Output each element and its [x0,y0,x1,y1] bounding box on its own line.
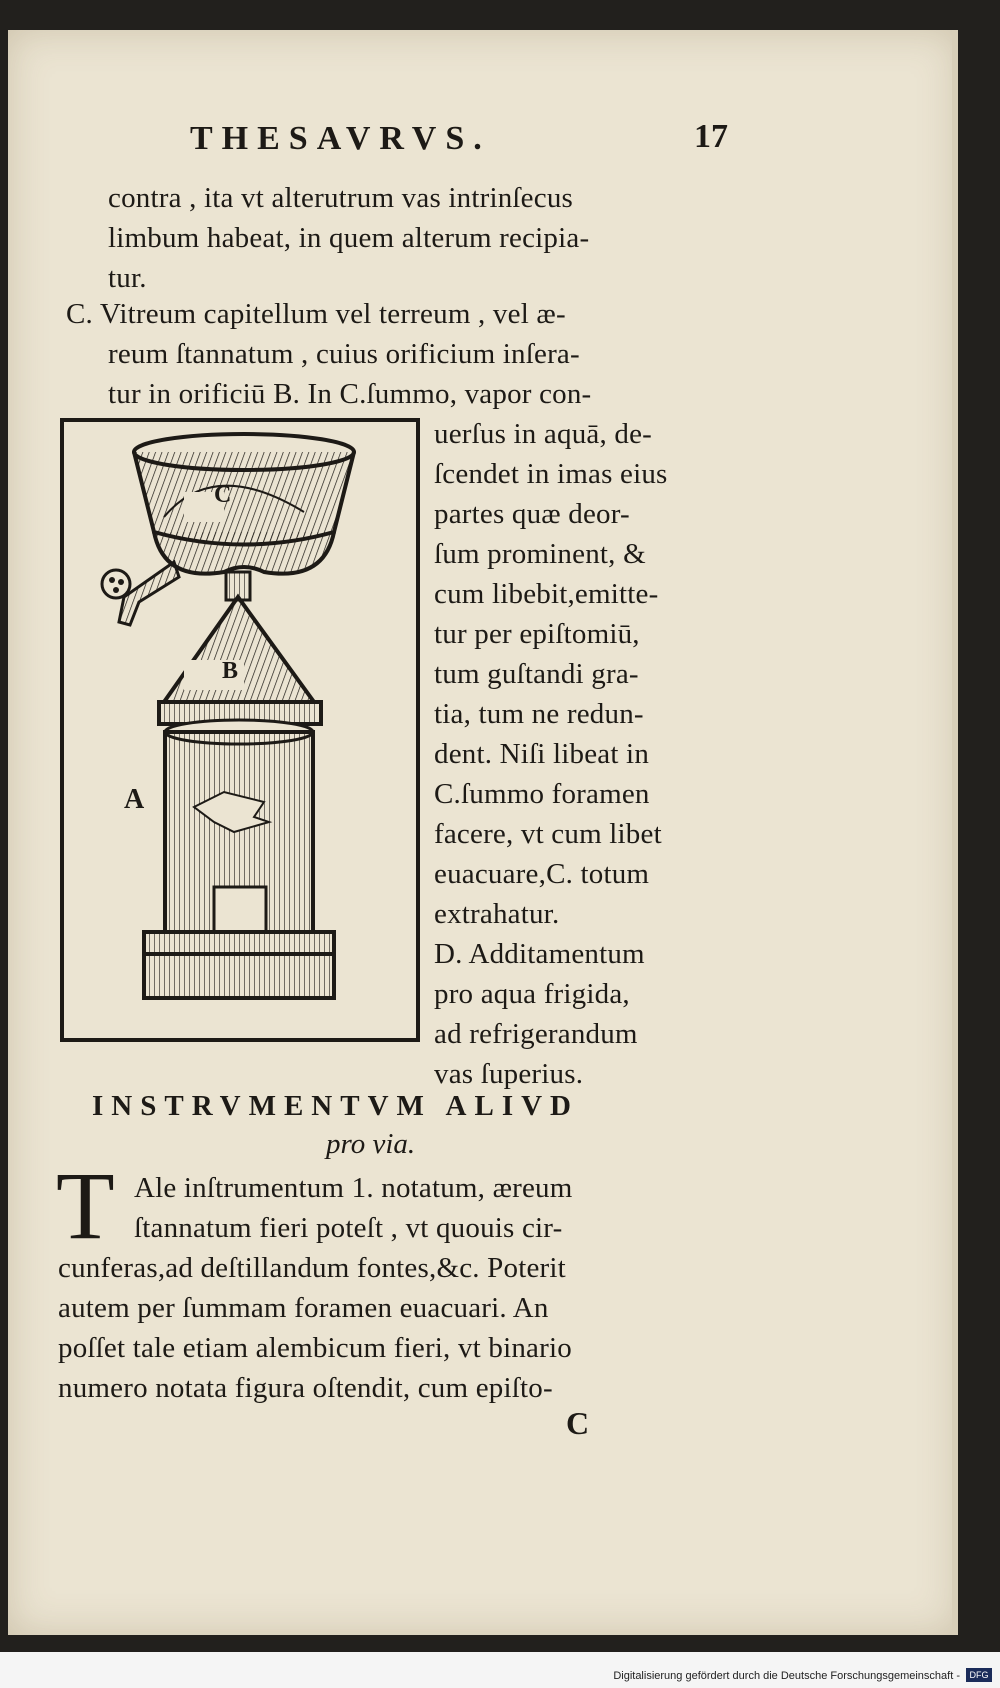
text-line: partes quæ deor- [434,498,630,530]
alembic-illustration [64,422,416,1038]
section-heading: INSTRVMENTVM ALIVD [92,1090,579,1122]
text-line: dent. Niſi libeat in [434,738,650,770]
section-subheading: pro via. [326,1128,416,1160]
text-line: tur in orificiū B. In C.ſummo, vapor con- [108,378,592,410]
text-line: ſcendet in imas eius [434,458,668,490]
text-line: poſſet tale etiam alembicum fieri, vt binario [58,1332,572,1364]
text-line: cunferas,ad deſtillandum fontes,&c. Poterit [58,1252,566,1284]
text-line: autem per ſummam foramen euacuari. An [58,1292,549,1324]
drop-cap: T [56,1152,115,1259]
furnace-vessel [144,720,334,998]
text-line: tur per epiſtomiū, [434,618,640,650]
text-line: numero notata figura oſtendit, cum epiſto- [58,1372,553,1404]
figure-label-c: C [214,482,232,508]
dfg-logo: DFG [966,1668,992,1682]
text-line: ſum prominent, & [434,538,646,570]
cone-vessel [159,597,321,724]
text-line: tur. [108,262,147,294]
text-line: tum guſtandi gra- [434,658,639,690]
text-line: facere, vt cum libet [434,818,662,850]
text-line: limbum habeat, in quem alterum recipia- [108,222,590,254]
capital-vessel [102,434,354,625]
page-number: 17 [694,118,728,155]
text-line: reum ſtannatum , cuius orificium inſera- [108,338,580,370]
text-line: Ale inſtrumentum 1. notatum, æreum [134,1172,573,1204]
text-line: cum libebit,emitte- [434,578,659,610]
text-line: pro aqua frigida, [434,978,630,1010]
figure-label-b: B [222,658,239,684]
signature-mark: C [566,1405,590,1441]
running-title: THESAVRVS. [190,120,491,157]
text-line: uerſus in aquā, de- [434,418,653,450]
text-line: C. Vitreum capitellum vel terreum , vel æ- [66,298,566,330]
text-line: euacuare,C. totum [434,858,650,890]
text-line: extrahatur. [434,898,560,930]
figure-label-a: A [124,784,145,815]
text-line: C.ſummo foramen [434,778,650,810]
text-line: tia, tum ne redun- [434,698,644,730]
text-line: contra , ita vt alterutrum vas intrinſecus [108,182,574,214]
page-edge [952,30,958,1635]
text-line: ſtannatum fieri poteſt , vt quouis cir- [134,1212,563,1244]
digitization-credit: Digitalisierung gefördert durch die Deutsche Forschungsgemeinschaft - [613,1670,960,1682]
text-line: vas ſuperius. [434,1058,584,1090]
woodcut-figure-frame [60,418,420,1042]
text-line: D. Additamentum [434,938,645,970]
text-line: ad refrigerandum [434,1018,638,1050]
